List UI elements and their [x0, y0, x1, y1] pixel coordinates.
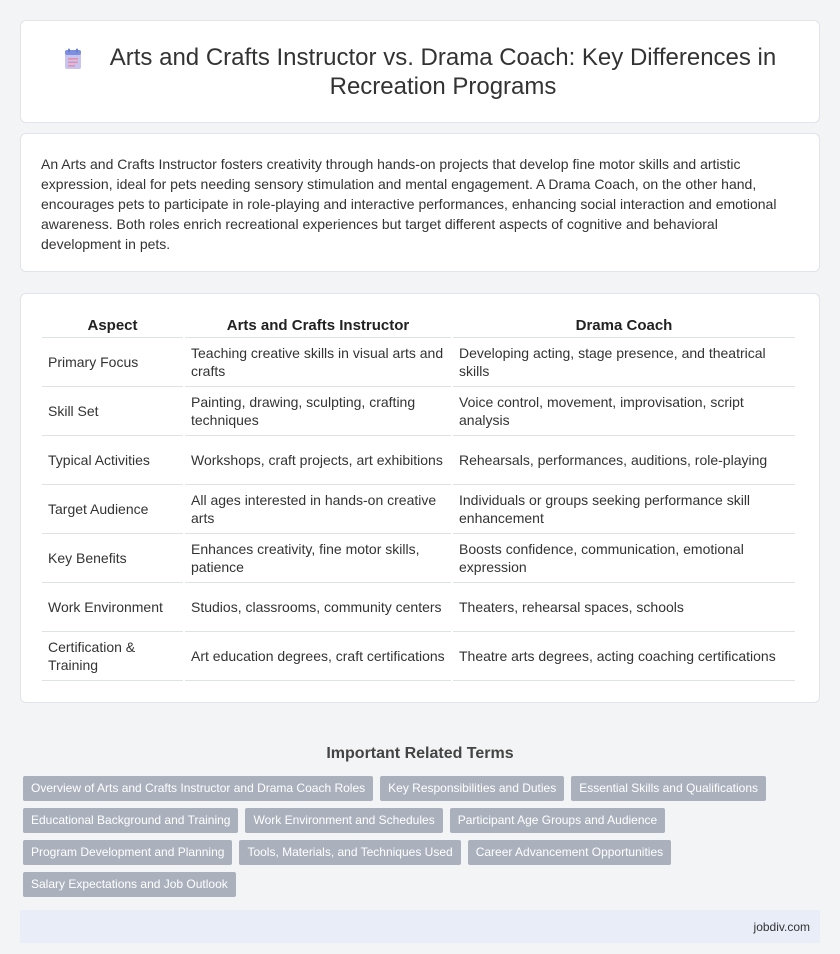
intro-paragraph: An Arts and Crafts Instructor fosters creativity through hands-on projects that develop fine motor skills and artistic expression, ideal for pets needing sensory stimulation and mental engagement. A Drama Coach, on the other hand, encourages pets to participate in role-playing and interactive performances, enhancing social interaction and emotional awareness. Both roles enrich recreational experiences but target different aspects of cognitive and behavioral development in pets. [41, 156, 777, 252]
row-aspect: Skill Set [42, 387, 183, 436]
page-title: Arts and Crafts Instructor vs. Drama Coach: Key Differences in Recreation Programs [109, 43, 777, 100]
related-term-tag[interactable]: Educational Background and Training [23, 808, 238, 833]
comparison-table-card [20, 293, 820, 703]
table-row [42, 632, 795, 681]
row-arts-value: All ages interested in hands-on creative arts [185, 485, 451, 534]
related-terms-title: Important Related Terms [326, 745, 514, 762]
footer-brand-link[interactable]: jobdiv.com [753, 919, 810, 934]
related-term-tag[interactable]: Program Development and Planning [23, 840, 232, 865]
table-row [42, 485, 795, 534]
row-aspect: Typical Activities [42, 436, 183, 485]
row-drama-value: Individuals or groups seeking performance skill enhancement [453, 485, 795, 534]
row-arts-value: Art education degrees, craft certifications [185, 632, 451, 681]
table-row [42, 583, 795, 632]
row-drama-value: Theatre arts degrees, acting coaching certifications [453, 632, 795, 681]
related-term-tag[interactable]: Tools, Materials, and Techniques Used [239, 840, 460, 865]
related-terms-tags [20, 776, 820, 897]
related-term-tag[interactable]: Salary Expectations and Job Outlook [23, 872, 236, 897]
row-drama-value: Rehearsals, performances, auditions, role-playing [453, 436, 795, 485]
row-aspect: Primary Focus [42, 338, 183, 387]
row-aspect: Key Benefits [42, 534, 183, 583]
row-aspect: Work Environment [42, 583, 183, 632]
row-drama-value: Voice control, movement, improvisation, script analysis [453, 387, 795, 436]
header-arts-and-crafts-instructor: Arts and Crafts Instructor [185, 316, 451, 338]
related-term-tag[interactable]: Career Advancement Opportunities [468, 840, 671, 865]
table-row [42, 387, 795, 436]
row-drama-value: Theaters, rehearsal spaces, schools [453, 583, 795, 632]
footer [20, 910, 820, 943]
related-term-tag[interactable]: Work Environment and Schedules [245, 808, 442, 833]
intro-card [20, 133, 820, 272]
row-aspect: Target Audience [42, 485, 183, 534]
row-arts-value: Studios, classrooms, community centers [185, 583, 451, 632]
header-drama-coach: Drama Coach [453, 316, 795, 338]
row-aspect: Certification & Training [42, 632, 183, 681]
related-term-tag[interactable]: Overview of Arts and Crafts Instructor and Drama Coach Roles [23, 776, 373, 801]
row-drama-value: Boosts confidence, communication, emotional expression [453, 534, 795, 583]
header-card [20, 20, 820, 123]
row-arts-value: Painting, drawing, sculpting, crafting techniques [185, 387, 451, 436]
table-header-row [42, 316, 795, 338]
table-row [42, 436, 795, 485]
document-icon [61, 47, 85, 71]
related-term-tag[interactable]: Participant Age Groups and Audience [450, 808, 665, 833]
row-arts-value: Teaching creative skills in visual arts and crafts [185, 338, 451, 387]
row-arts-value: Workshops, craft projects, art exhibitions [185, 436, 451, 485]
table-row [42, 534, 795, 583]
row-arts-value: Enhances creativity, fine motor skills, patience [185, 534, 451, 583]
table-row [42, 338, 795, 387]
related-term-tag[interactable]: Key Responsibilities and Duties [380, 776, 564, 801]
comparison-table [40, 316, 797, 681]
row-drama-value: Developing acting, stage presence, and theatrical skills [453, 338, 795, 387]
header-aspect: Aspect [42, 316, 183, 338]
related-term-tag[interactable]: Essential Skills and Qualifications [571, 776, 766, 801]
